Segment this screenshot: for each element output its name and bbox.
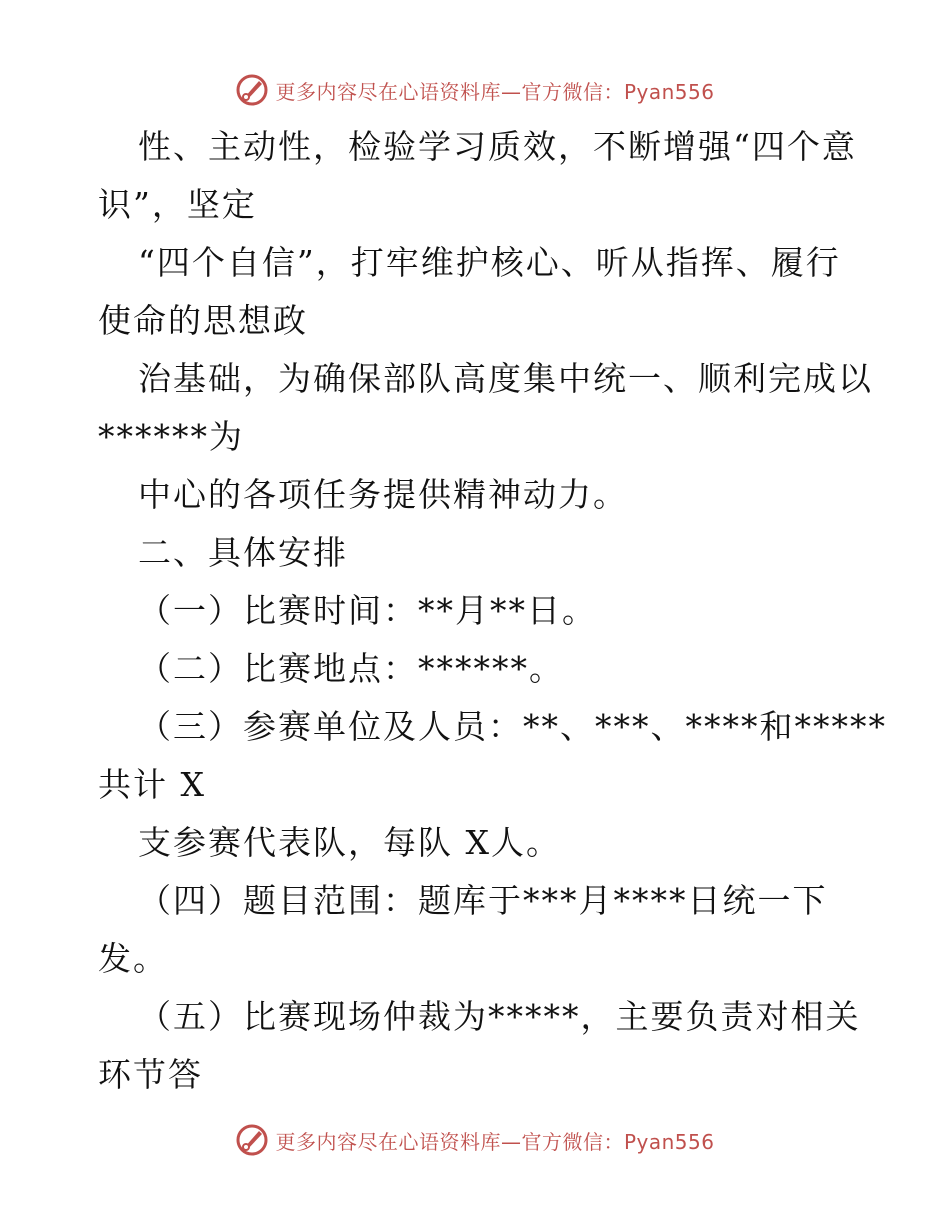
paragraph-line: 发。	[98, 939, 168, 978]
paragraph-line: 中心的各项任务提供精神动力。	[138, 475, 628, 514]
document-body	[98, 118, 887, 1104]
footer-banner-text: 更多内容尽在心语资料库—官方微信：Pyan556	[275, 1129, 715, 1154]
paragraph-line: （四）题目范围：题库于***月****日统一下	[138, 881, 828, 920]
paragraph-line: （三）参赛单位及人员：**、***、****和*****	[138, 707, 887, 746]
paragraph-line: 二、具体安排	[138, 533, 348, 572]
paragraph-line: 治基础，为确保部队高度集中统一、顺利完成以	[138, 359, 873, 398]
paragraph-line: （一）比赛时间：**月**日。	[138, 591, 597, 630]
paragraph-line: ******为	[98, 417, 244, 456]
paragraph-line: 环节答	[98, 1055, 203, 1094]
footer-banner	[0, 1120, 950, 1160]
header-banner-text: 更多内容尽在心语资料库—官方微信：Pyan556	[275, 79, 715, 104]
paragraph-line: 识”，坚定	[98, 185, 257, 224]
paragraph-line: “四个自信”，打牢维护核心、听从指挥、履行	[138, 243, 841, 282]
quill-pen-logo-icon	[235, 73, 269, 107]
paragraph-line: 支参赛代表队，每队 X人。	[138, 823, 561, 862]
paragraph-line: （五）比赛现场仲裁为*****，主要负责对相关	[138, 997, 861, 1036]
paragraph-line: 共计 X	[98, 765, 206, 804]
paragraph-line: 使命的思想政	[98, 301, 308, 340]
quill-pen-logo-icon	[235, 1123, 269, 1157]
paragraph-line: （二）比赛地点：******。	[138, 649, 564, 688]
header-banner	[0, 70, 950, 110]
paragraph-line: 性、主动性，检验学习质效，不断增强“四个意	[138, 127, 857, 166]
